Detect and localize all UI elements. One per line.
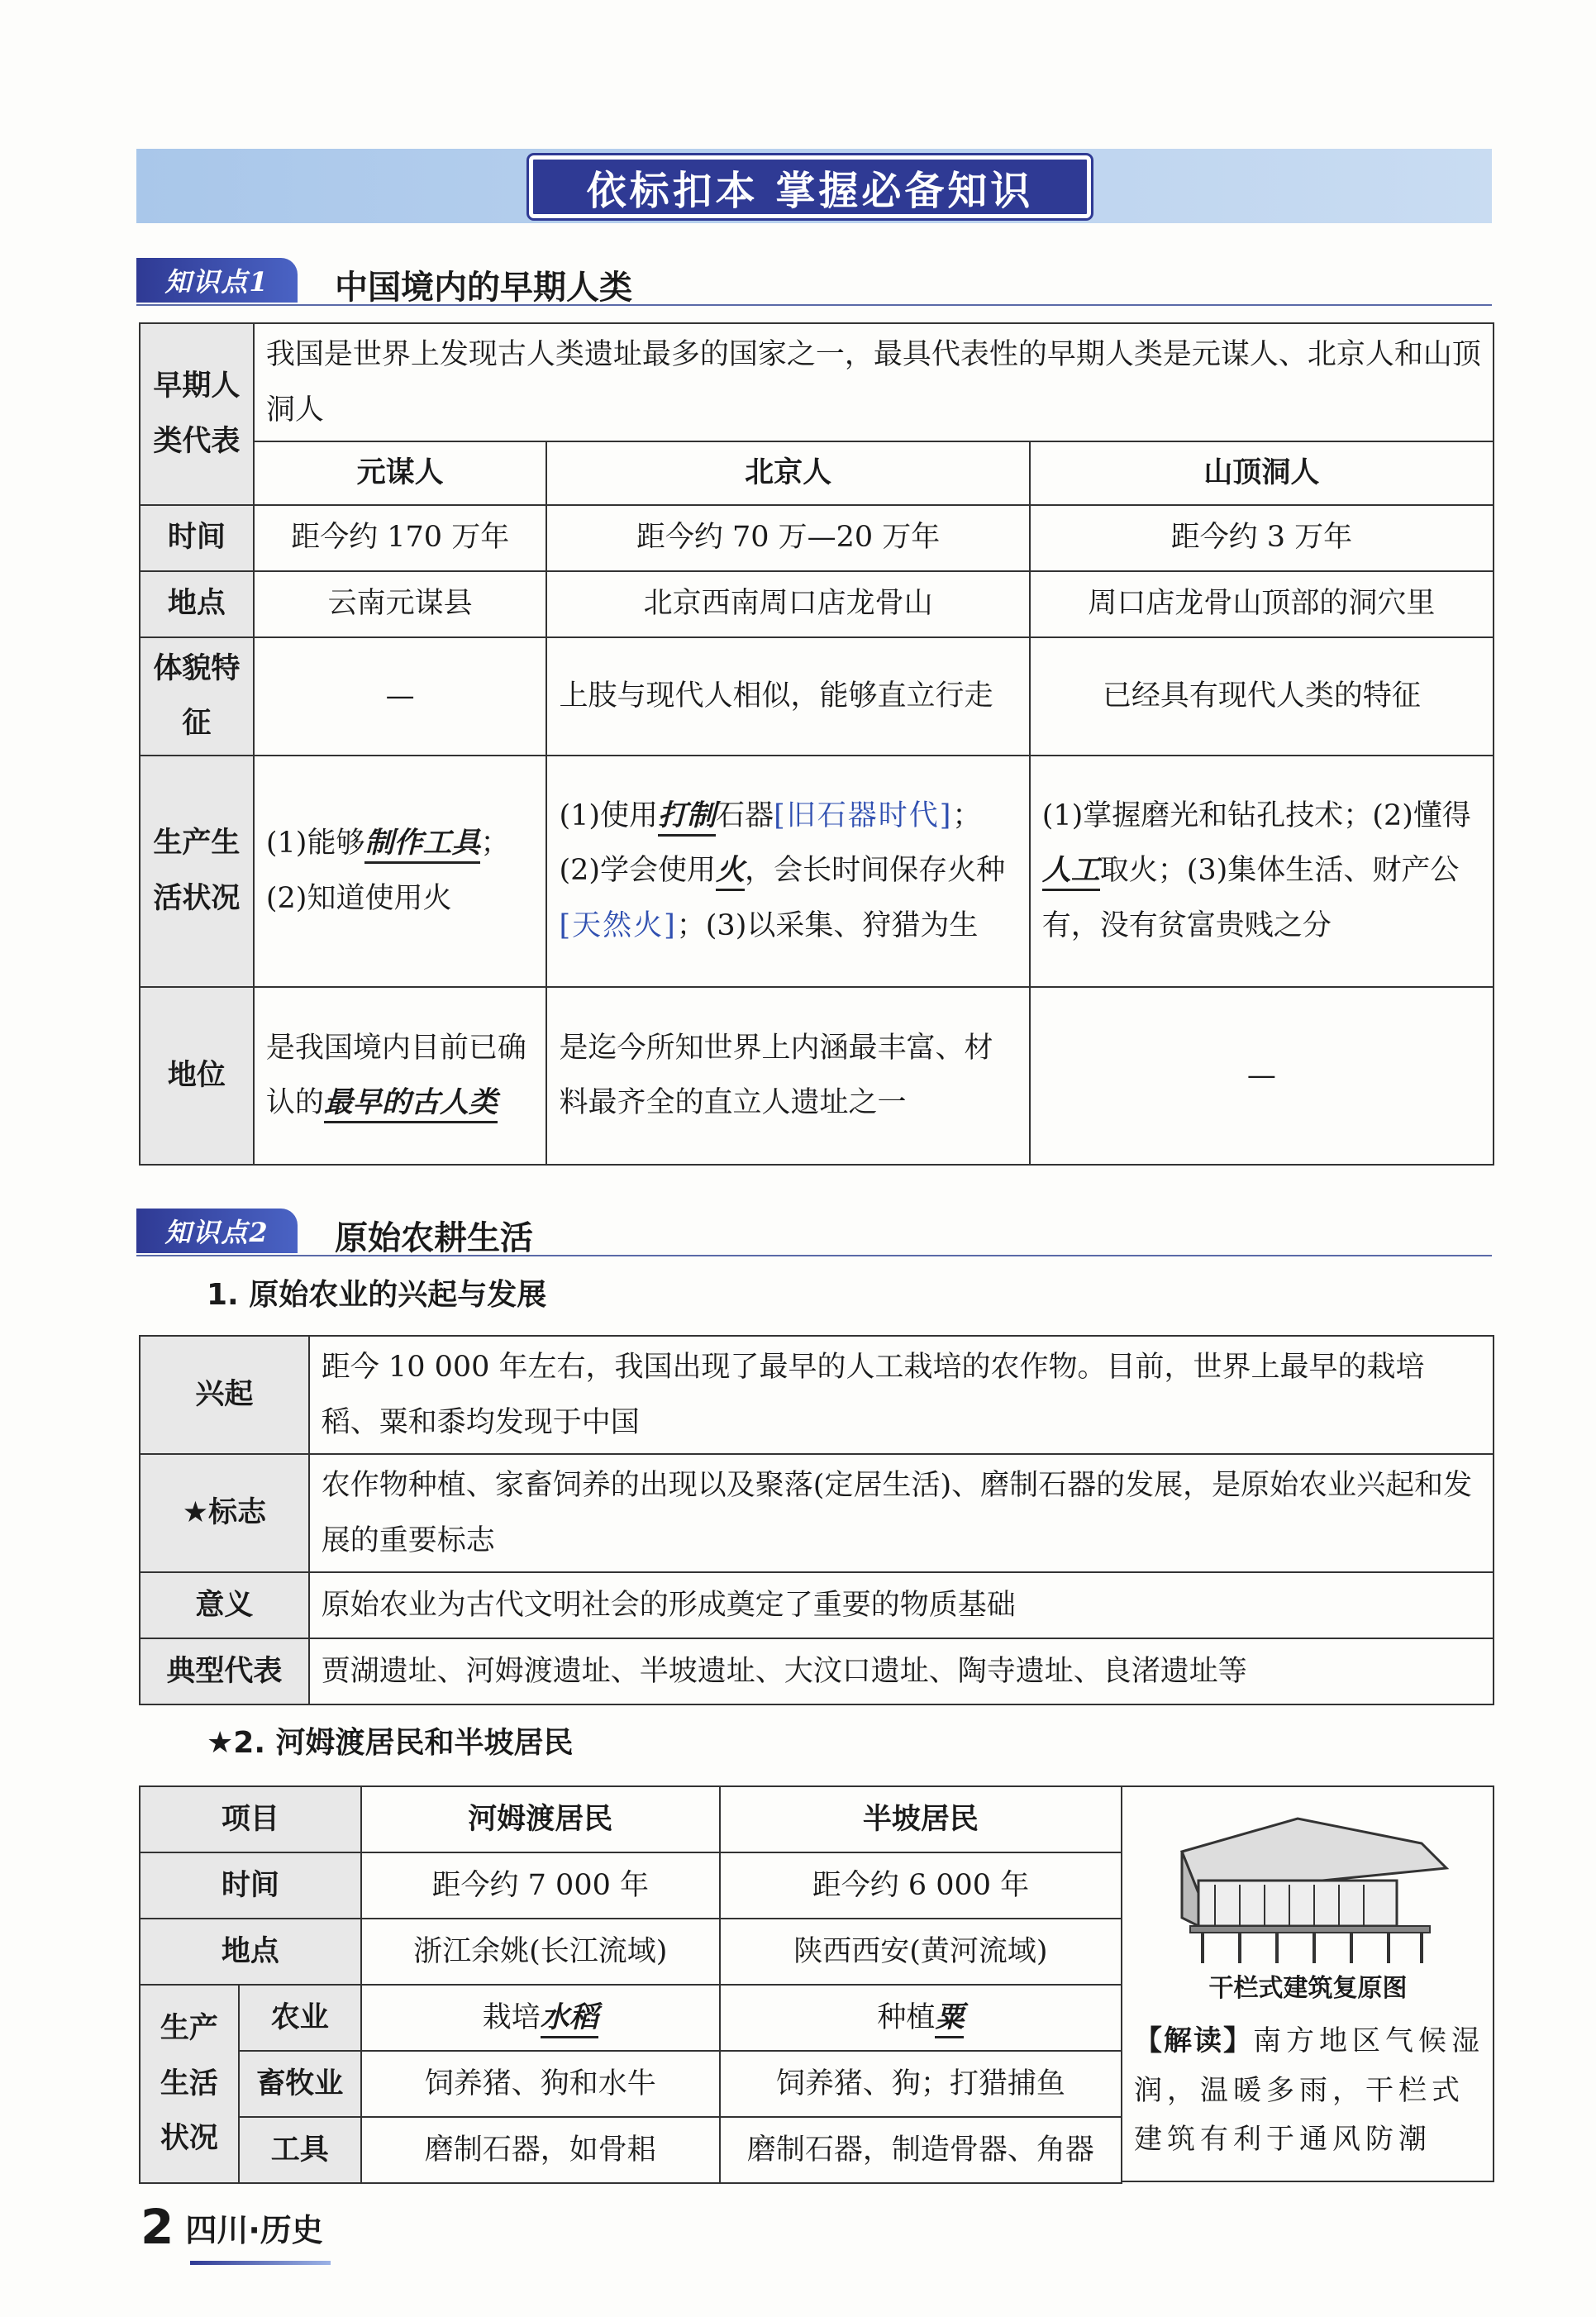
cell-status-shanding: — <box>1030 987 1494 1165</box>
cell-time-shanding: 距今约 3 万年 <box>1030 505 1494 571</box>
cell-body-shanding: 已经具有现代人类的特征 <box>1030 637 1494 756</box>
label-sign: ★标志 <box>140 1454 309 1572</box>
cell-life-beijing <box>546 756 1029 987</box>
cell-time-beijing: 距今约 70 万—20 万年 <box>546 505 1029 571</box>
cell-time-banpo: 距今约 6 000 年 <box>720 1852 1122 1919</box>
label-place: 地点 <box>140 1919 361 1985</box>
early-humans-table <box>139 322 1494 1166</box>
text-example: 贾湖遗址、河姆渡遗址、半坡遗址、大汶口遗址、陶寺遗址、良渚遗址等 <box>309 1638 1494 1704</box>
col-shanding: 山顶洞人 <box>1030 441 1494 505</box>
text-meaning: 原始农业为古代文明社会的形成奠定了重要的物质基础 <box>309 1572 1494 1638</box>
hemudu-banpo-table <box>139 1785 1122 2184</box>
label-time: 时间 <box>140 1852 361 1919</box>
cell-livestock-banpo: 饲养猪、狗；打猎捕鱼 <box>720 2051 1122 2117</box>
illustration-reading <box>1134 2017 1489 2165</box>
kp1-badge: 知识点1 <box>136 258 298 303</box>
reading-text: 南方地区气候湿润，温暖多雨，干栏式建筑有利于通风防潮 <box>1134 2024 1484 2156</box>
intro-text: 我国是世界上发现古人类遗址最多的国家之一，最具代表性的早期人类是元谋人、北京人和山顶洞人 <box>254 323 1494 441</box>
text: 栽培 <box>482 2000 541 2034</box>
emphasis: 人工 <box>1042 853 1100 891</box>
text-sign: 农作物种植、家畜饲养的出现以及聚落(定居生活)、磨制石器的发展，是原始农业兴起和发展的重要标志 <box>309 1454 1494 1572</box>
text: ，会长时间保存火种 <box>745 854 1006 888</box>
text: ；(2)学会使用 <box>559 799 982 888</box>
label-life-group: 生产生活状况 <box>140 1985 239 2183</box>
label-livestock: 畜牧业 <box>239 2051 361 2117</box>
cell-life-yuanmou <box>254 756 547 987</box>
col-yuanmou: 元谋人 <box>254 441 547 505</box>
kp1-header <box>136 258 1492 306</box>
emphasis: 最早的古人类 <box>324 1085 498 1123</box>
text: 石器 <box>716 799 774 832</box>
header-banpo: 半坡居民 <box>720 1786 1122 1852</box>
cell-place-beijing: 北京西南周口店龙骨山 <box>546 571 1029 637</box>
cell-body-beijing: 上肢与现代人相似，能够直立行走 <box>546 637 1029 756</box>
label-tools: 工具 <box>239 2117 361 2183</box>
section-title: 依标扣本 掌握必备知识 <box>529 155 1091 218</box>
reading-label: 【解读】 <box>1134 2024 1253 2057</box>
emphasis: 制作工具 <box>364 826 480 864</box>
intro-label: 早期人类代表 <box>140 323 254 505</box>
cell-agri-hemudu <box>361 1985 720 2051</box>
cell-agri-banpo <box>720 1985 1122 2051</box>
text: (1)能够 <box>265 827 365 860</box>
stilt-house-illustration <box>1124 1802 1488 1967</box>
cell-tools-banpo: 磨制石器，制造骨器、角器 <box>720 2117 1122 2183</box>
kp2-header <box>136 1209 1492 1256</box>
text: ；(2)知道使用火 <box>265 827 510 915</box>
label-example: 典型代表 <box>140 1638 309 1704</box>
kp2-title: 原始农耕生活 <box>335 1219 533 1257</box>
row-label-place: 地点 <box>140 571 254 637</box>
header-item: 项目 <box>140 1786 361 1852</box>
annotation: [旧石器时代] <box>774 799 953 832</box>
text: 种植 <box>877 2000 936 2034</box>
row-label-life: 生产生活状况 <box>140 756 254 987</box>
cell-time-yuanmou: 距今约 170 万年 <box>254 505 547 571</box>
row-label-status: 地位 <box>140 987 254 1165</box>
text: ；(3)以采集、狩猎为生 <box>676 908 979 942</box>
header-hemudu: 河姆渡居民 <box>361 1786 720 1852</box>
cell-livestock-hemudu: 饲养猪、狗和水牛 <box>361 2051 720 2117</box>
text-rise: 距今 10 000 年左右，我国出现了最早的人工栽培的农作物。目前，世界上最早的栽培稻、粟和黍均发现于中国 <box>309 1336 1494 1454</box>
emphasis: 粟 <box>935 2000 964 2038</box>
page-footer <box>141 2199 323 2255</box>
row-label-body: 体貌特征 <box>140 637 254 756</box>
cell-place-banpo: 陕西西安(黄河流域) <box>720 1919 1122 1985</box>
label-agri: 农业 <box>239 1985 361 2051</box>
subheading-2: ★2. 河姆渡居民和半坡居民 <box>207 1726 574 1760</box>
cell-time-hemudu: 距今约 7 000 年 <box>361 1852 720 1919</box>
emphasis: 打制 <box>658 799 716 837</box>
cell-place-hemudu: 浙江余姚(长江流域) <box>361 1919 720 1985</box>
label-rise: 兴起 <box>140 1336 309 1454</box>
emphasis: 火 <box>716 853 745 891</box>
agriculture-table <box>139 1335 1494 1705</box>
label-meaning: 意义 <box>140 1572 309 1638</box>
text: 取火；(3)集体生活、财产公有，没有贫富贵贱之分 <box>1041 854 1460 942</box>
cell-life-shanding <box>1030 756 1494 987</box>
footer-underline <box>190 2261 331 2265</box>
text: (1)掌握磨光和钻孔技术；(2)懂得 <box>1041 799 1471 832</box>
cell-status-beijing: 是迄今所知世界上内涵最丰富、材料最齐全的直立人遗址之一 <box>546 987 1029 1165</box>
illustration-caption: 干栏式建筑复原图 <box>1208 1974 1408 2003</box>
emphasis: 水稻 <box>541 2000 598 2038</box>
cell-body-yuanmou: — <box>254 637 547 756</box>
annotation: [天然火] <box>559 908 677 942</box>
kp2-badge: 知识点2 <box>136 1209 298 1253</box>
col-beijing: 北京人 <box>546 441 1029 505</box>
subheading-1: 1. 原始农业的兴起与发展 <box>207 1278 547 1312</box>
row-label-time: 时间 <box>140 505 254 571</box>
cell-tools-hemudu: 磨制石器，如骨耜 <box>361 2117 720 2183</box>
kp1-title: 中国境内的早期人类 <box>335 269 632 307</box>
cell-place-yuanmou: 云南元谋县 <box>254 571 547 637</box>
page-number: 2 <box>141 2199 174 2255</box>
cell-status-yuanmou <box>254 987 547 1165</box>
text: 是我国境内目前已确认的 <box>265 1031 526 1119</box>
text: (1)使用 <box>559 799 659 832</box>
page-label: 四川·历史 <box>185 2211 323 2248</box>
cell-place-shanding: 周口店龙骨山顶部的洞穴里 <box>1030 571 1494 637</box>
